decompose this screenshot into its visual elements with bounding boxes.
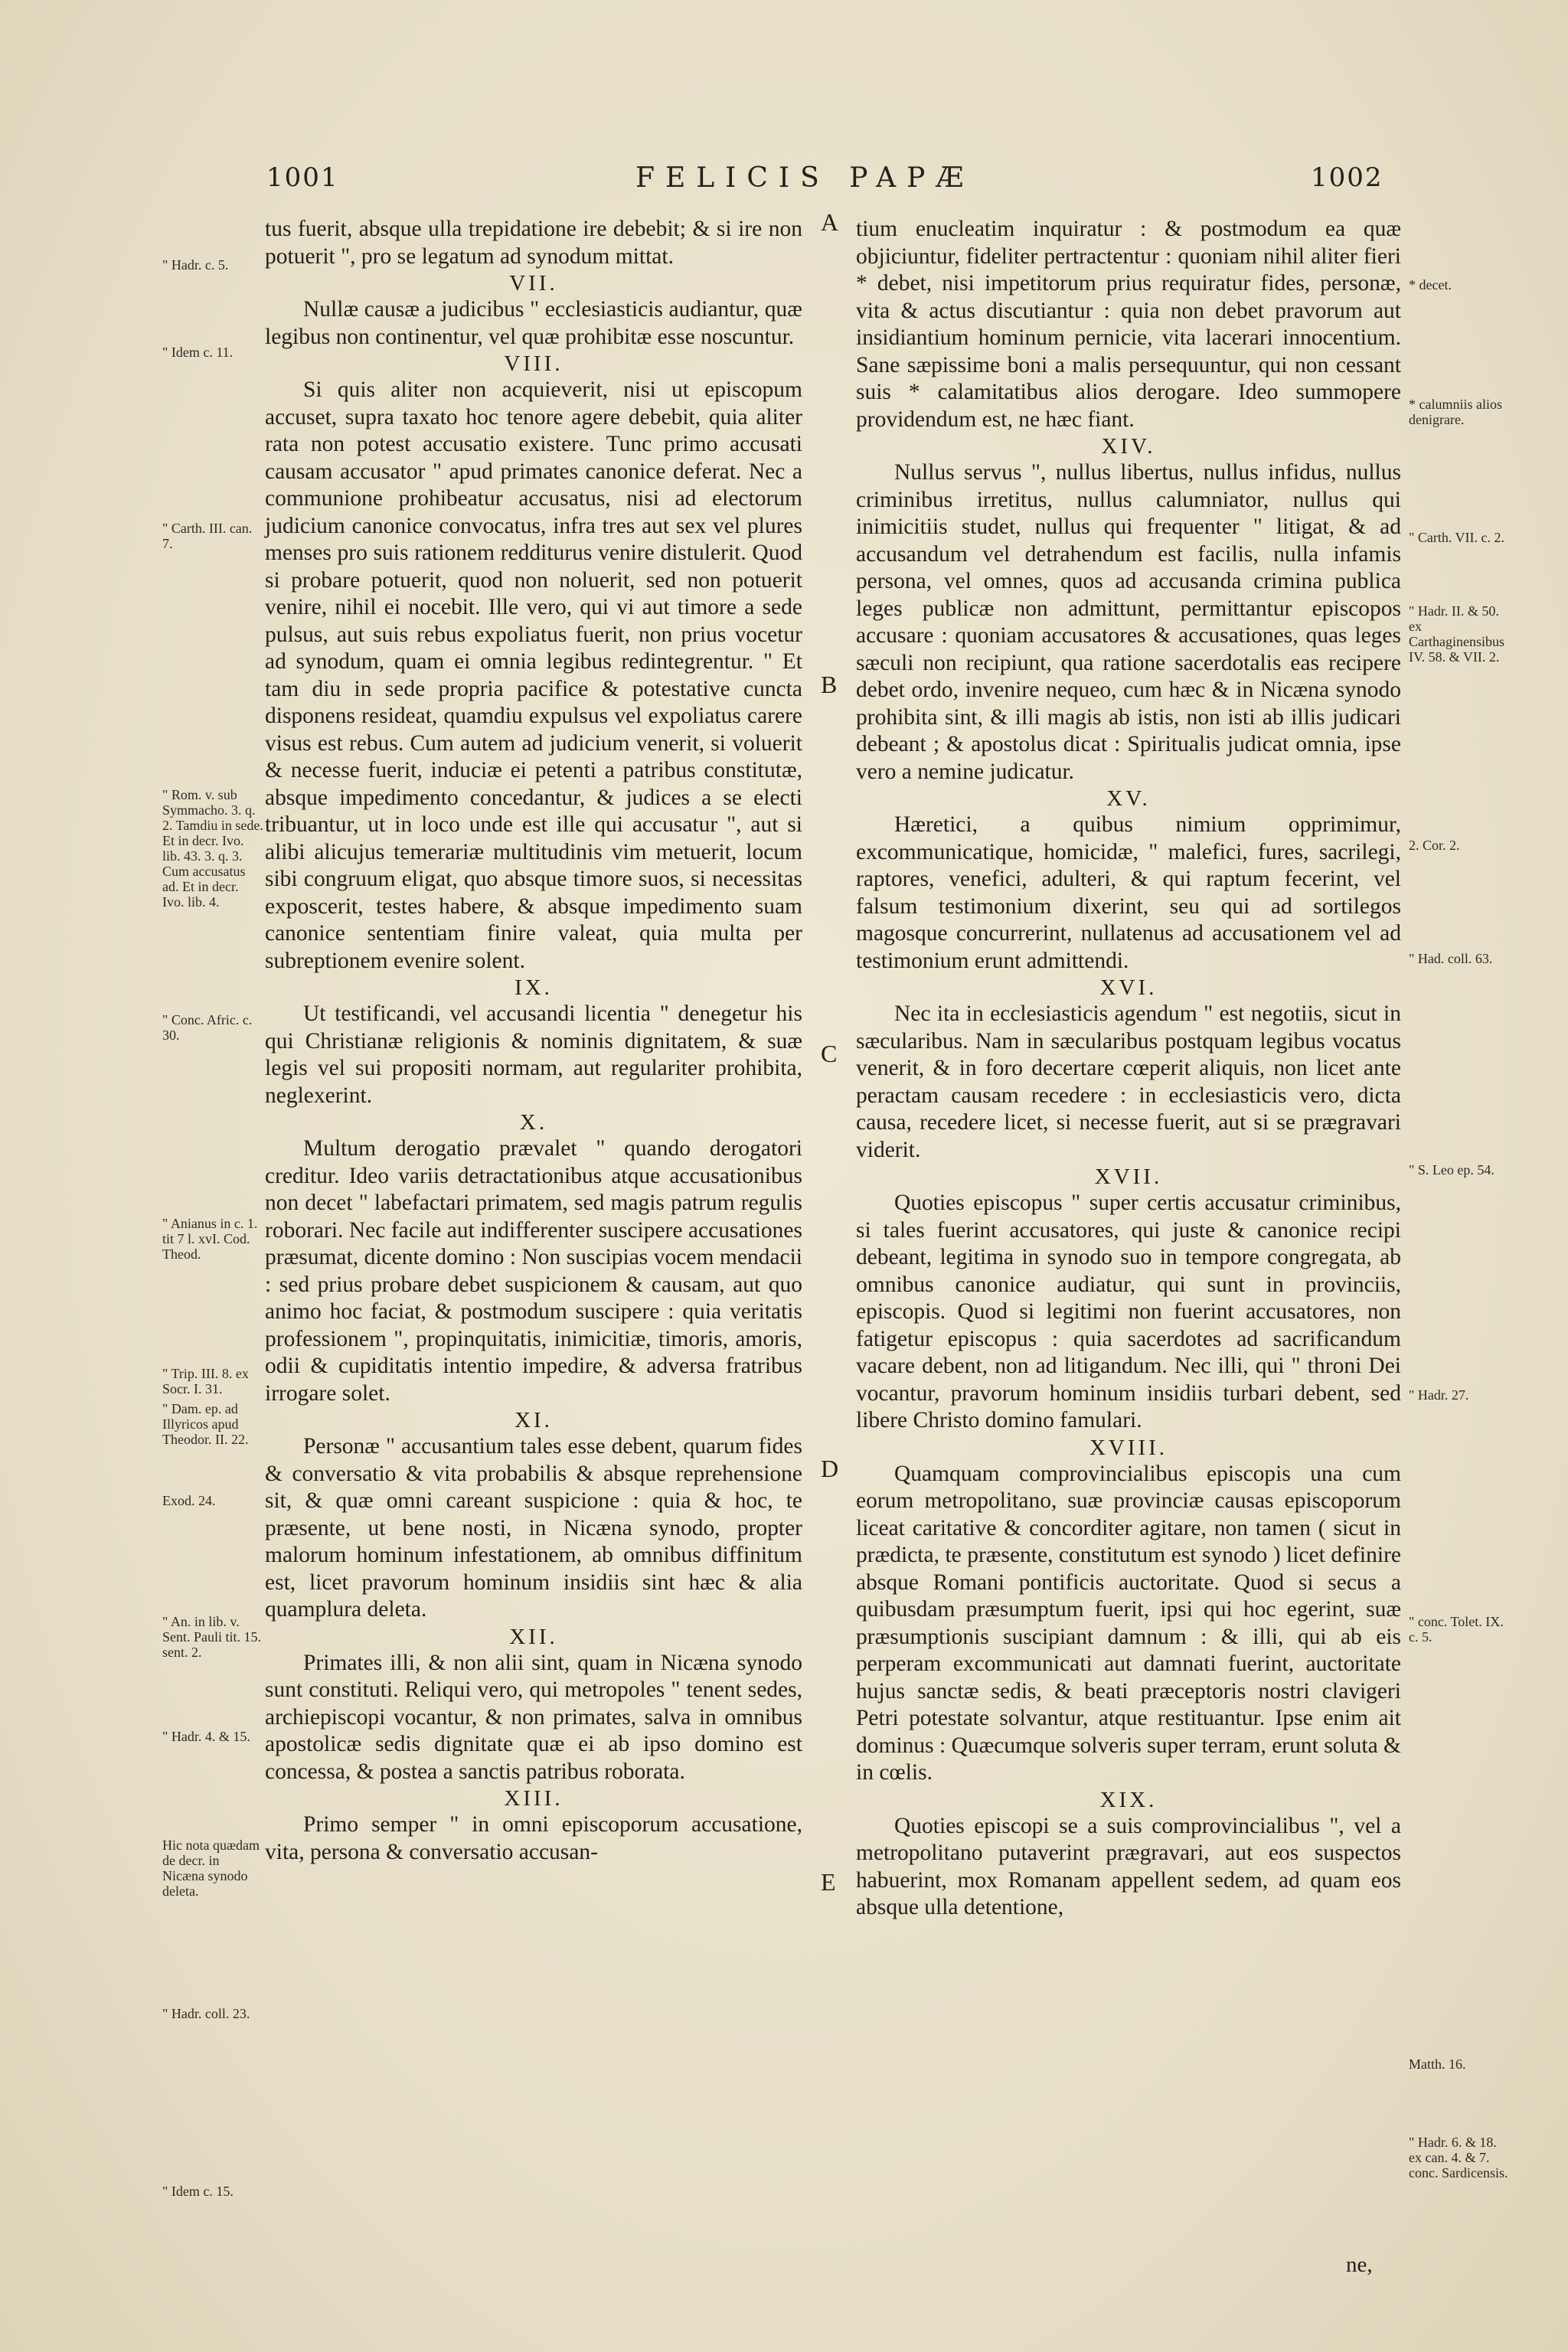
section-heading: VIII. bbox=[504, 351, 564, 376]
margin-note: " Hadr. 6. & 18. ex can. 4. & 7. conc. Sardicensis. bbox=[1409, 2135, 1508, 2180]
margin-note: " Had. coll. 63. bbox=[1409, 951, 1493, 966]
section-letter: D bbox=[821, 1455, 839, 1482]
margin-note: 2. Cor. 2. bbox=[1409, 838, 1460, 853]
section-heading: XI. bbox=[514, 1408, 553, 1432]
section-heading: XVIII. bbox=[1089, 1435, 1168, 1460]
paragraph: Primo semper " in omni episcoporum accusatione, vita, persona & conversatio accusan- bbox=[265, 1812, 802, 1864]
section-heading: X. bbox=[519, 1110, 548, 1135]
margin-note: " Hadr. II. & 50. ex Carthaginensibus IV. 58. & VII. 2. bbox=[1409, 603, 1504, 665]
margin-note: " Idem c. 11. bbox=[162, 345, 234, 360]
margin-note: " Carth. VII. c. 2. bbox=[1409, 530, 1504, 545]
margin-note: Hic nota quædam de decr. in Nicæna synodo deleta. bbox=[162, 1838, 260, 1899]
margin-note: * decet. bbox=[1409, 277, 1452, 292]
paragraph: Nec ita in ecclesiasticis agendum " est negotiis, sicut in sæcularibus. Nam in sæcularibus postquam legibus vocatus venerit, & in foro decertare cœperit aliquis, non licet ante peractam causam recedere : in ecclesiasticis vero, dicta causa, recedere licet, si necesse fuerit, aut si se prægravari viderit. bbox=[856, 1001, 1401, 1162]
running-header bbox=[0, 162, 1568, 201]
section-heading: XVI. bbox=[1099, 975, 1158, 1000]
left-text-column bbox=[265, 216, 802, 1866]
section-letter: A bbox=[821, 208, 839, 236]
margin-note: " Anianus in c. 1. tit 7 l. xvI. Cod. Theod. bbox=[162, 1216, 258, 1262]
section-letter: E bbox=[821, 1868, 836, 1896]
margin-note: " Idem c. 15. bbox=[162, 2184, 234, 2199]
paragraph: Si quis aliter non acquieverit, nisi ut episcopum accuset, supra taxato hoc tenore agere debebit, quia aliter rata non potest accusatio existere. Tunc primo accusati causam accusator " apud primates canonice deferat. Nec a communione prohibeatur accusatus, nisi ad electorum judicium canonice convocatus, infra tres aut sex vel plures menses pro suis rationem redditurus venire distulerit. Quod si probare potuerit, quod non noluerit, sed non potuerit venire, nihil ei nocebit. Ille vero, qui vi aut timore a sede pulsus, aut suis rebus expoliatus fuerit, non prius vocetur ad synodum, quam ei omnia legibus redintegrentur. " Et tam diu in sede propria pacifice & potestative cuncta disponens resideat, quamdiu expulsus vel expoliatus carere visus est rebus. Cum autem ad judicium venerit, si voluerit & necesse fuerit, induciæ ei petenti a patribus constitutæ, absque impedimento concedantur, & judices a se electi tribuantur, ut in loco unde est ille qui accusatur ", aut si alibi alicujus temerariæ multitudinis vim metuerit, locum sibi congruum eligat, quo absque timore suos, si necessitas exposcerit, testes habere, & absque impedimento suam canonice sententiam finire valeat, quia multa per subreptionem evenire solent. bbox=[265, 377, 802, 973]
section-heading: IX. bbox=[514, 975, 553, 1000]
paragraph: Primates illi, & non alii sint, quam in Nicæna synodo sunt constituti. Reliqui vero, qui metropoles " tenent sedes, archiepiscopi vocantur, & non primates, salva in omnibus apostolicæ sedis dignitate quæ ei ab ipso domino est concessa, & postea a sanctis patribus roborata. bbox=[265, 1650, 802, 1784]
margin-note: " Dam. ep. ad Illyricos apud Theodor. II. 22. bbox=[162, 1401, 249, 1447]
catchword: ne, bbox=[1346, 2252, 1373, 2277]
margin-note: " Hadr. 27. bbox=[1409, 1387, 1469, 1403]
margin-note: " Rom. v. sub Symmacho. 3. q. 2. Tamdiu in sede. Et in decr. Ivo. lib. 43. 3. q. 3. Cum accusatus ad. Et in decr. Ivo. lib. 4. bbox=[162, 787, 263, 910]
section-letter: B bbox=[821, 671, 838, 698]
paragraph: Ut testificandi, vel accusandi licentia " denegetur his qui Christianæ religionis & nominis dignitatem, & suæ legis vel sui propositi normam, aut regulariter prohibita, neglexerint. bbox=[265, 1001, 802, 1108]
section-heading: XV. bbox=[1106, 786, 1151, 811]
paragraph: Quoties episcopus " super certis accusatur criminibus, si tales fuerint accusatores, qui juste & canonice recipi debeant, legitima in synodo suo in tempore congregata, ab omnibus canonice audiatur, qui sunt in provinciis, episcopis. Quod si legitimi non fuerint accusatores, non fatigetur episcopus : quia sacerdotes ad sacrificandum vacare debent, non ad litigandum. Nec illi, qui " throni Dei vocantur, pravorum hominum insidiis turbari debent, sed libere Christo domino famulari. bbox=[856, 1191, 1401, 1432]
paragraph: Quoties episcopi se a suis comprovincialibus ", vel a metropolitano putaverint prægravari, aut eos suspectos habuerint, mox Romanam appellent sedem, ad quam eos absque ulla detentione, bbox=[856, 1813, 1401, 1919]
paragraph: Multum derogatio prævalet " quando derogatori creditur. Ideo variis detractationibus atque accusationibus non decet " labefactari primatem, sed magis patrum regulis roborari. Nec facile aut indifferenter suscipere accusationes præsumat, dicente domino : Non suscipias vocem mendacii : sed prius probare debet suspicionem & causam, aut quo animo hoc faciat, & postmodum suscipere : quia veritatis professionem ", propinquitatis, inimicitiæ, timoris, amoris, odii & cupiditatis intentio impedire, & adversa fratribus irrogare solet. bbox=[265, 1136, 802, 1406]
right-text-column bbox=[856, 216, 1401, 1922]
margin-note: " An. in lib. v. Sent. Pauli tit. 15. sent. 2. bbox=[162, 1614, 262, 1660]
margin-note: " Hadr. 4. & 15. bbox=[162, 1729, 250, 1744]
section-heading: XVII. bbox=[1094, 1165, 1163, 1189]
running-title: FELICIS PAPÆ bbox=[635, 162, 975, 194]
margin-note: Matth. 16. bbox=[1409, 2056, 1466, 2072]
margin-note: " Carth. III. can. 7. bbox=[162, 521, 253, 551]
section-heading: XII. bbox=[509, 1624, 558, 1649]
margin-note: Exod. 24. bbox=[162, 1493, 216, 1508]
paragraph: tus fuerit, absque ulla trepidatione ire debebit; & si ire non potuerit ", pro se legatum ad synodum mittat. bbox=[265, 217, 802, 269]
page-number-right: 1002 bbox=[1311, 162, 1383, 193]
paragraph: Nullæ causæ a judicibus " ecclesiasticis audiantur, quæ legibus non continentur, vel quæ prohibitæ esse noscuntur. bbox=[265, 297, 802, 349]
paragraph: Personæ " accusantium tales esse debent, quarum fides & conversatio & vita probabilis & absque reprehensione sit, & quæ omni careant suspicione : quia & hoc, te præsente, ut bene nosti, in Nicæna synodo, propter malorum hominum infestationem, ab omnibus diffinitum est, licet pravorum hominum insidiis sint hæc & alia quamplura deleta. bbox=[265, 1434, 802, 1622]
paragraph: Nullus servus ", nullus libertus, nullus infidus, nullus criminibus irretitus, nullus calumniator, nullus qui inimicitiis studet, nullus qui frequenter " litigat, & ad accusandum vel detrahendum est facilis, nulla infamis persona, vel omnes, quos ad accusanda crimina publica leges publicæ non admittunt, permittantur episcopos accusare : quoniam accusatores & accusationes, quas leges sæculi non recipiunt, qua ratione sacerdotalis eas recipere debet ordo, invenire nequeo, cum hæc & in Nicæna synodo prohibita sint, & illi magis ab istis, non isti ab illis judicari debeant ; & apostolus dicat : Spiritualis judicat omnia, ipse vero a nemine judicatur. bbox=[856, 460, 1401, 784]
margin-note: " S. Leo ep. 54. bbox=[1409, 1162, 1494, 1178]
margin-note: " Hadr. c. 5. bbox=[162, 257, 229, 273]
margin-note: " Conc. Afric. c. 30. bbox=[162, 1012, 253, 1043]
paragraph: Quamquam comprovincialibus episcopis una cum eorum metropolitano, suæ provinciæ causas episcoporum liceat caritative & concorditer agitare, non tamen ( sicut in prædicta, te præsente, constitutum est synodo ) licet definire absque Romani pontificis auctoritate. Quod si secus a quibusdam præsumptum fuerit, ipsi qui hoc egerint, suæ præsumptionis suscipiant damnum : & illi, qui ab eis perperam excommunicati aut damnati fuerint, auctoritate hujus sanctæ sedis, & beati præceptoris nostri clavigeri Petri potestate solvantur, atque restituantur. Ipse enim ait dominus : Quæcumque solveris super terram, erunt soluta & in cœlis. bbox=[856, 1461, 1401, 1785]
section-heading: XIV. bbox=[1101, 434, 1156, 459]
section-letter: C bbox=[821, 1040, 838, 1067]
margin-note: * calumniis alios denigrare. bbox=[1409, 397, 1502, 427]
section-heading: VII. bbox=[509, 271, 558, 296]
page-number-left: 1001 bbox=[266, 162, 339, 193]
margin-note: " Trip. III. 8. ex Socr. I. 31. bbox=[162, 1366, 249, 1396]
margin-note: " conc. Tolet. IX. c. 5. bbox=[1409, 1614, 1504, 1645]
section-heading: XIX. bbox=[1099, 1787, 1158, 1812]
paragraph: Hæretici, a quibus nimium opprimimur, excommunicatique, homicidæ, " malefici, fures, sacrilegi, raptores, venefici, adulteri, & qui raptum fecerint, vel falsum testimonium dixerint, seu qui ad sortilegos magosque concurrerint, nullatenus ad accusationem vel ad testimonium erunt admittendi. bbox=[856, 812, 1401, 973]
margin-note: " Hadr. coll. 23. bbox=[162, 2006, 250, 2021]
paragraph: tium enucleatim inquiratur : & postmodum ea quæ objiciuntur, fideliter pertractentur : quoniam nihil aliter fieri * debet, nisi impetitorum prius requiratur fides, personæ, vita & actus discutiantur : quia non debet pravorum aut insidiantium hominum pernicie, vita lacerari innocentium. Sane sæpissime boni a malis persequuntur, qui non cessant suis * calamitatibus alios derogare. Ideo summopere providendum est, ne hæc fiant. bbox=[856, 217, 1401, 432]
section-heading: XIII. bbox=[504, 1786, 564, 1811]
